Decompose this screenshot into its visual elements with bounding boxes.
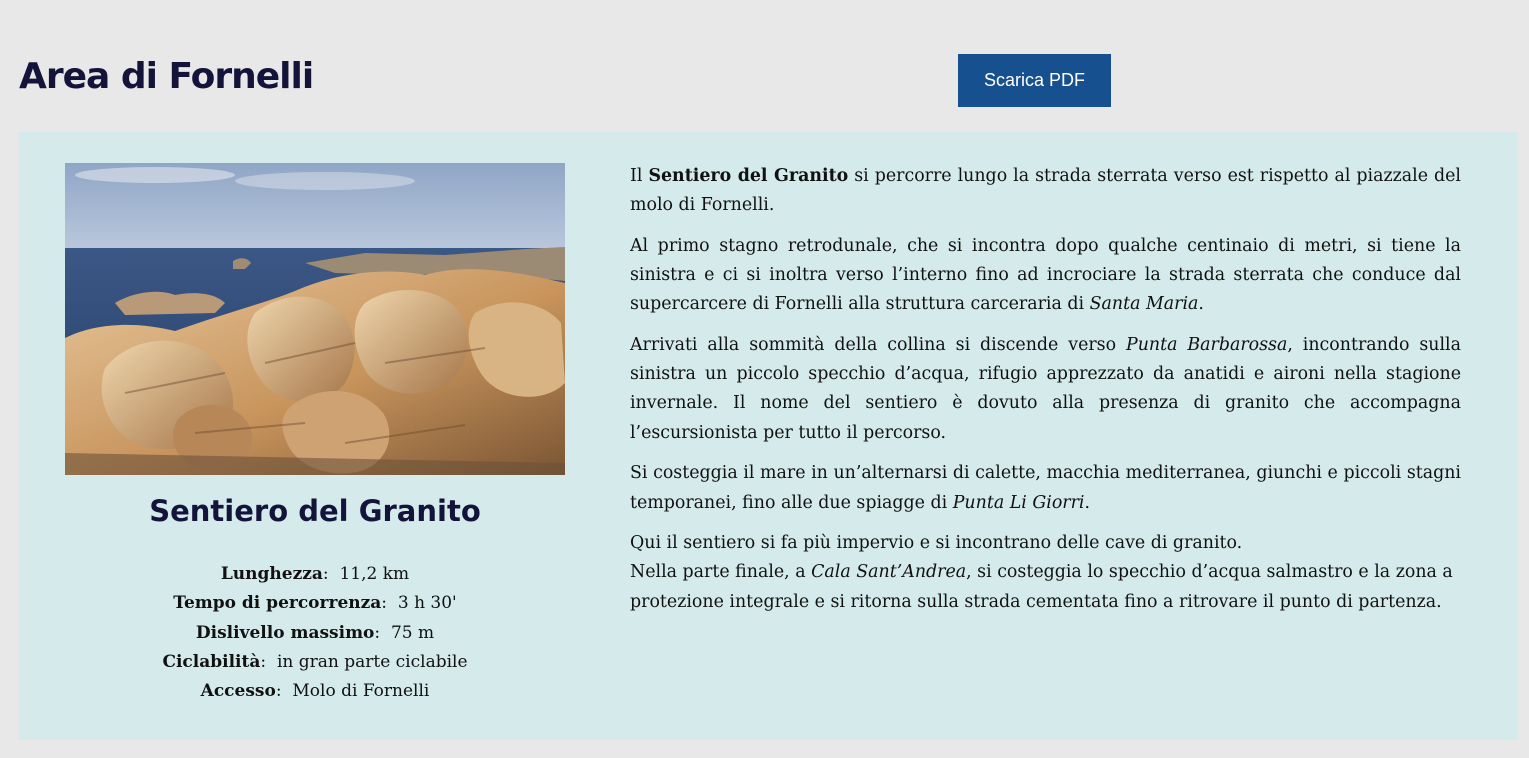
trail-name: Sentiero del Granito: [149, 494, 481, 528]
page-title: Area di Fornelli: [19, 56, 314, 97]
info-label: Lunghezza: [220, 564, 323, 584]
info-value: in gran parte ciclabile: [276, 651, 468, 672]
info-row-elevation: Dislivello massimo: 75 m: [195, 622, 435, 643]
info-label: Accesso: [200, 681, 276, 702]
place-name: Punta Barbarossa: [1126, 335, 1288, 356]
description-paragraph: Arrivati alla sommità della collina si discende verso Punta Barbarossa, incontrando sulla sinistra un piccolo specchio d’acqua, rifugio apprezzato da anatidi e aironi nella stagione invernale. Il nome del sentiero è dovuto alla presenza di granito che accompagna l’escursionista per tutto il percorso.: [630, 335, 1461, 443]
trail-description: [630, 162, 1461, 628]
info-row-duration: Tempo di percorrenza: 3 h 30': [173, 593, 457, 614]
trail-photo: [65, 163, 565, 475]
place-name: Cala Sant’Andrea: [811, 562, 967, 583]
info-value: 75 m: [390, 622, 435, 643]
info-row-cycling: Ciclabilità: in gran parte ciclabile: [162, 651, 468, 672]
info-row-access: Accesso: Molo di Fornelli: [200, 681, 430, 702]
trail-panel: [19, 132, 1517, 740]
trail-info-list: [65, 560, 565, 706]
info-value: 11,2 km: [339, 564, 410, 584]
description-paragraph: Il Sentiero del Granito si percorre lungo la strada sterrata verso est rispetto al piazzale del molo di Fornelli.: [630, 166, 1461, 216]
trail-name-bold: Sentiero del Granito: [648, 166, 849, 186]
info-value: 3 h 30': [397, 593, 457, 614]
info-label: Tempo di percorrenza: [173, 593, 382, 614]
place-name: Punta Li Giorri: [952, 492, 1085, 513]
description-paragraph: Nella parte finale, a Cala Sant’Andrea, si costeggia lo specchio d’acqua salmastro e la zona a protezione integrale e si ritorna sulla strada cementata fino a ritrovare il punto di partenza.: [630, 562, 1453, 612]
place-name: Santa Maria: [1089, 294, 1199, 315]
info-value: Molo di Fornelli: [292, 681, 430, 702]
info-label: Ciclabilità: [162, 651, 261, 672]
description-paragraph: Al primo stagno retrodunale, che si incontra dopo qualche centinaio di metri, si tiene la sinistra e ci si inoltra verso l’interno fino ad incrociare la strada sterrata che conduce dal supercarcere di Fornelli alla struttura carceraria di Santa Maria.: [630, 235, 1461, 315]
download-pdf-button[interactable]: Scarica PDF: [958, 54, 1111, 107]
description-paragraph: Si costeggia il mare in un’alternarsi di calette, macchia mediterranea, giunchi e piccoli stagni temporanei, fino alle due spiagge di Punta Li Giorri.: [630, 463, 1461, 513]
description-paragraph: Qui il sentiero si fa più impervio e si incontrano delle cave di granito.: [630, 533, 1243, 554]
info-label: Dislivello massimo: [195, 622, 375, 643]
info-row-length: Lunghezza: 11,2 km: [220, 564, 410, 584]
